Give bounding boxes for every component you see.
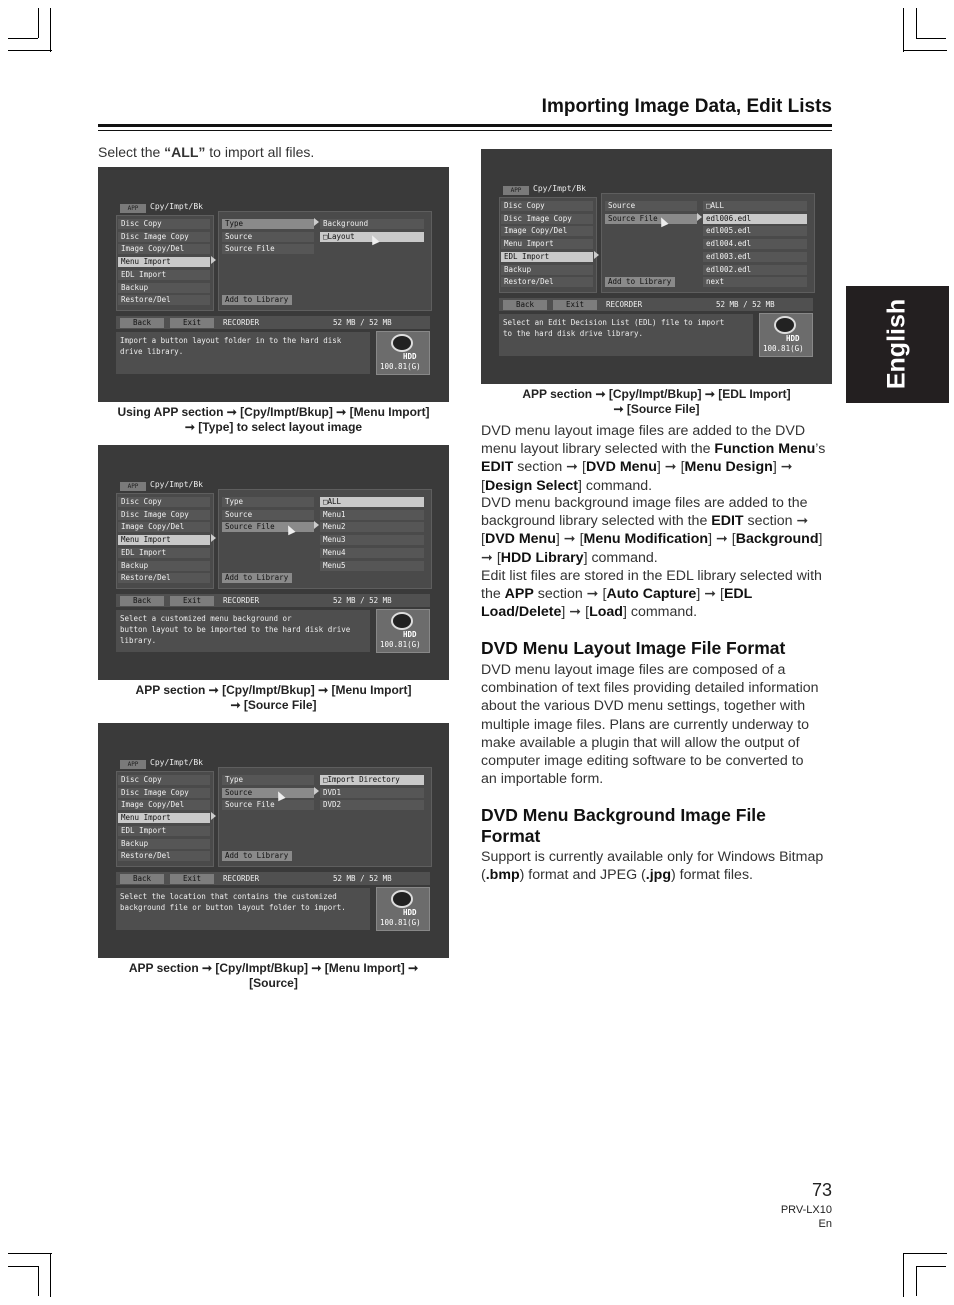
- hdd-indicator: [376, 887, 430, 931]
- caption-2: APP section ➞ [Cpy/Impt/Bkup] ➞ [Menu Import] ➞ [Source File]: [135, 683, 412, 712]
- screenshot-edl-import-source-file: [481, 149, 832, 384]
- menu-item: Disc Image Copy: [501, 214, 593, 224]
- header-rule: [98, 124, 832, 127]
- app-title: Cpy/Impt/Bk: [533, 184, 586, 193]
- recorder-label: RECORDER: [223, 596, 260, 605]
- bold-term: Function Menu: [714, 441, 816, 458]
- menu-item: EDL Import: [118, 270, 210, 280]
- option-item: edl004.edl: [703, 239, 807, 249]
- menu-item: Disc Image Copy: [118, 510, 210, 520]
- hdd-disk-icon: [391, 334, 413, 352]
- menu-item: Menu Import: [501, 239, 593, 249]
- text-run: section ➞ [: [533, 586, 607, 603]
- crop-mark: [8, 1266, 38, 1267]
- app-title: Cpy/Impt/Bk: [150, 480, 203, 489]
- field-arrow-icon: [314, 787, 319, 795]
- menu-item: Disc Copy: [501, 201, 593, 211]
- hdd-capacity: 100.81(G): [763, 344, 804, 353]
- paragraph-background-library: [481, 494, 831, 567]
- intro-bold: “ALL”: [164, 144, 206, 160]
- text-run: ] ➞ [: [481, 531, 823, 566]
- text-run: section ➞ [: [481, 513, 809, 548]
- field-label: Source File: [222, 522, 314, 532]
- help-message: Select a customized menu background or button layout to be imported to the hard disk drive library.: [116, 610, 370, 652]
- add-to-library-button: Add to Library: [222, 295, 292, 305]
- bold-term: EDL Load/Delete: [481, 586, 753, 621]
- back-button: Back: [120, 874, 164, 884]
- hdd-indicator: [376, 609, 430, 653]
- crop-mark: [8, 38, 38, 39]
- text-run: ] ➞ [: [555, 531, 584, 548]
- recorder-label: RECORDER: [223, 318, 260, 327]
- menu-item: Image Copy/Del: [501, 226, 593, 236]
- screenshot-menu-import-source-file: [98, 445, 449, 680]
- hdd-capacity: 100.81(G): [380, 640, 421, 649]
- bold-term: .bmp: [485, 867, 520, 884]
- heading-background-format: DVD Menu Background Image File Format: [481, 805, 766, 846]
- language-tab-label: English: [882, 298, 911, 390]
- hdd-disk-icon: [391, 890, 413, 908]
- text-run: ] command.: [583, 549, 658, 566]
- exit-button: Exit: [170, 318, 214, 328]
- selection-arrow-icon: [211, 534, 216, 542]
- app-tag: APP: [503, 186, 529, 195]
- selection-arrow-icon: [211, 256, 216, 264]
- menu-item: Backup: [118, 839, 210, 849]
- crop-mark: [50, 1253, 51, 1297]
- heading-layout-format: DVD Menu Layout Image File Format: [481, 638, 786, 658]
- hdd-label: HDD: [403, 352, 417, 361]
- add-to-library-button: Add to Library: [222, 573, 292, 583]
- menu-item: Backup: [118, 283, 210, 293]
- field-arrow-icon: [314, 521, 319, 529]
- paragraph-edl-library: [481, 567, 831, 622]
- paragraph-background-format: [481, 848, 826, 884]
- app-tag: APP: [120, 204, 146, 213]
- field-label: Source: [222, 510, 314, 520]
- menu-item: Image Copy/Del: [118, 800, 210, 810]
- menu-item: EDL Import: [118, 548, 210, 558]
- option-item: Menu2: [320, 522, 424, 532]
- crop-mark: [38, 8, 39, 38]
- text-run: ’s: [815, 441, 826, 458]
- crop-mark: [903, 1253, 947, 1254]
- field-label: Source: [605, 201, 697, 211]
- intro-text: [98, 144, 314, 160]
- hdd-label: HDD: [786, 334, 800, 343]
- model-id: [781, 1203, 832, 1231]
- text-run: ] command.: [622, 604, 698, 621]
- hdd-disk-icon: [774, 316, 796, 334]
- exit-button: Exit: [170, 596, 214, 606]
- menu-item: EDL Import: [118, 826, 210, 836]
- paragraph-layout-format: DVD menu layout image files are composed of a combination of text files providing detailed information about the various DVD menu settings, together with multiple image files. Plans are currently underway to make available a plugin that will allow the output of computer image editing software to be converted to an importable form.: [481, 662, 819, 788]
- field-label: Source: [222, 232, 314, 242]
- menu-item: Disc Copy: [118, 775, 210, 785]
- recorder-label: RECORDER: [223, 874, 260, 883]
- back-button: Back: [120, 318, 164, 328]
- menu-item: Backup: [118, 561, 210, 571]
- field-arrow-icon: [697, 213, 702, 221]
- model-lang: En: [818, 1218, 832, 1230]
- option-item: □ALL: [703, 201, 807, 211]
- crop-mark: [8, 50, 52, 51]
- text-run: ] ➞ [: [561, 604, 590, 621]
- field-label: Source: [222, 788, 314, 798]
- menu-item: Disc Image Copy: [118, 232, 210, 242]
- capacity-label: 52 MB / 52 MB: [333, 874, 392, 883]
- caption-4: APP section ➞ [Cpy/Impt/Bkup] ➞ [EDL Import] ➞ [Source File]: [522, 387, 791, 416]
- option-item: Background: [320, 219, 424, 229]
- hdd-capacity: 100.81(G): [380, 362, 421, 371]
- crop-mark: [903, 1253, 904, 1297]
- option-item: □Import Directory: [320, 775, 424, 785]
- bold-term: Menu Design: [684, 459, 773, 476]
- hdd-indicator: [759, 313, 813, 357]
- hdd-disk-icon: [391, 612, 413, 630]
- page-header-title: Importing Image Data, Edit Lists: [541, 96, 832, 117]
- menu-item: EDL Import: [501, 252, 593, 262]
- page-number: 73: [811, 1180, 832, 1200]
- text-run: ) format files.: [671, 867, 753, 884]
- option-item: □ALL: [320, 497, 424, 507]
- app-tag: APP: [120, 760, 146, 769]
- field-label: Source File: [222, 244, 314, 254]
- capacity-label: 52 MB / 52 MB: [333, 318, 392, 327]
- option-item: Menu3: [320, 535, 424, 545]
- help-message: Select the location that contains the customized background file or button layout folder to import.: [116, 888, 370, 930]
- screenshot-menu-import-source: [98, 723, 449, 958]
- menu-item: Disc Image Copy: [118, 788, 210, 798]
- crop-mark: [8, 1253, 52, 1254]
- crop-mark: [916, 8, 917, 38]
- option-item: □Layout: [320, 232, 424, 242]
- option-item: DVD2: [320, 800, 424, 810]
- help-message: Select an Edit Decision List (EDL) file to import to the hard disk drive library.: [499, 314, 753, 356]
- intro-post: to import all files.: [205, 144, 315, 160]
- text-run: DVD menu background image files are added to the background library selected with the: [481, 495, 808, 530]
- option-item: Menu4: [320, 548, 424, 558]
- field-label: Type: [222, 775, 314, 785]
- option-item: edl006.edl: [703, 214, 807, 224]
- bold-term: HDD Library: [500, 549, 584, 566]
- menu-item: Image Copy/Del: [118, 244, 210, 254]
- hdd-label: HDD: [403, 630, 417, 639]
- app-title: Cpy/Impt/Bk: [150, 758, 203, 767]
- hdd-label: HDD: [403, 908, 417, 917]
- text-run: ] command.: [578, 477, 653, 494]
- menu-item: Menu Import: [118, 535, 210, 545]
- menu-item: Disc Copy: [118, 219, 210, 229]
- menu-item: Restore/Del: [118, 573, 210, 583]
- crop-mark: [916, 1266, 946, 1267]
- field-label: Type: [222, 497, 314, 507]
- hdd-capacity: 100.81(G): [380, 918, 421, 927]
- paragraph-layout-library: [481, 422, 831, 495]
- bold-term: Load: [589, 604, 623, 621]
- option-item: edl002.edl: [703, 265, 807, 275]
- text-run: ] ➞ [: [656, 459, 685, 476]
- add-to-library-button: Add to Library: [222, 851, 292, 861]
- menu-item: Menu Import: [118, 813, 210, 823]
- field-label: Source File: [222, 800, 314, 810]
- field-arrow-icon: [314, 218, 319, 226]
- model-name: PRV-LX10: [780, 1204, 832, 1216]
- app-tag: APP: [120, 482, 146, 491]
- recorder-label: RECORDER: [606, 300, 643, 309]
- option-item: DVD1: [320, 788, 424, 798]
- field-label: Type: [222, 219, 314, 229]
- text-run: ] ➞ [: [481, 459, 793, 494]
- bold-term: APP: [504, 586, 534, 603]
- bold-term: Design Select: [484, 477, 578, 494]
- option-item: Menu5: [320, 561, 424, 571]
- menu-item: Restore/Del: [118, 851, 210, 861]
- crop-mark: [903, 8, 904, 52]
- menu-item: Image Copy/Del: [118, 522, 210, 532]
- bold-term: DVD Menu: [484, 531, 556, 548]
- menu-item: Backup: [501, 265, 593, 275]
- caption-3: APP section ➞ [Cpy/Impt/Bkup] ➞ [Menu Import] ➞ [Source]: [128, 961, 419, 990]
- language-tab: [846, 286, 949, 403]
- text-run: ) format and JPEG (: [519, 867, 646, 884]
- screenshot-menu-import-type: [98, 167, 449, 402]
- menu-item: Menu Import: [118, 257, 210, 267]
- hdd-indicator: [376, 331, 430, 375]
- text-run: Edit list files are stored in the EDL library selected with the: [481, 568, 822, 603]
- bold-term: DVD Menu: [585, 459, 657, 476]
- bold-term: Background: [735, 531, 819, 548]
- crop-mark: [50, 8, 51, 52]
- back-button: Back: [503, 300, 547, 310]
- bold-term: EDIT: [481, 459, 514, 476]
- option-item: edl003.edl: [703, 252, 807, 262]
- option-item: next: [703, 277, 807, 287]
- menu-item: Restore/Del: [501, 277, 593, 287]
- crop-mark: [916, 1266, 917, 1296]
- text-run: DVD menu layout image files are added to the DVD menu layout library selected with the: [481, 423, 806, 458]
- option-item: Menu1: [320, 510, 424, 520]
- crop-mark: [903, 50, 947, 51]
- text-run: ] ➞ [: [708, 531, 736, 548]
- text-run: section ➞ [: [513, 459, 586, 476]
- bold-term: .jpg: [645, 867, 671, 884]
- crop-mark: [38, 1266, 39, 1296]
- selection-arrow-icon: [594, 251, 599, 259]
- app-title: Cpy/Impt/Bk: [150, 202, 203, 211]
- capacity-label: 52 MB / 52 MB: [333, 596, 392, 605]
- help-message: Import a button layout folder in to the hard disk drive library.: [116, 332, 370, 374]
- field-label: Source File: [605, 214, 697, 224]
- back-button: Back: [120, 596, 164, 606]
- header-rule-thin: [98, 130, 832, 131]
- option-item: edl005.edl: [703, 226, 807, 236]
- menu-item: Disc Copy: [118, 497, 210, 507]
- add-to-library-button: Add to Library: [605, 277, 675, 287]
- selection-arrow-icon: [211, 812, 216, 820]
- text-run: Support is currently available only for Windows Bitmap (: [481, 849, 824, 884]
- bold-term: Menu Modification: [583, 531, 709, 548]
- bold-term: EDIT: [711, 513, 744, 530]
- text-run: ] ➞ [: [696, 586, 724, 603]
- intro-pre: Select the: [98, 144, 165, 160]
- caption-1: Using APP section ➞ [Cpy/Impt/Bkup] ➞ [Menu Import] ➞ [Type] to select layout image: [117, 405, 430, 434]
- menu-item: Restore/Del: [118, 295, 210, 305]
- exit-button: Exit: [170, 874, 214, 884]
- capacity-label: 52 MB / 52 MB: [716, 300, 775, 309]
- crop-mark: [916, 38, 946, 39]
- bold-term: Auto Capture: [606, 586, 697, 603]
- exit-button: Exit: [553, 300, 597, 310]
